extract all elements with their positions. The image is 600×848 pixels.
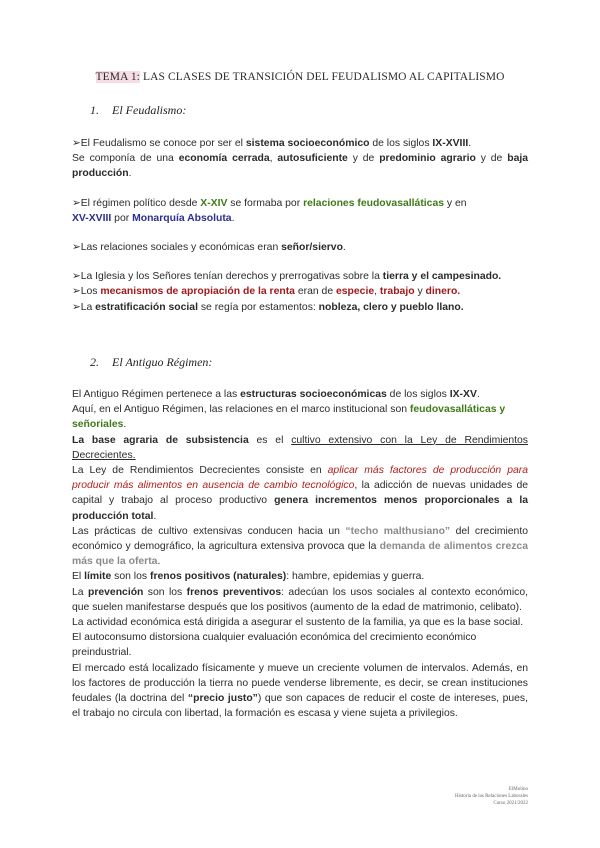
section-heading-feudalismo: 1. El Feudalismo: [90, 103, 187, 117]
paragraph: ➢Los mecanismos de apropiación de la renta eran de especie, trabajo y dinero. [72, 286, 461, 298]
paragraph: ➢La Iglesia y los Señores tenían derechos y prerrogativas sobre la tierra y el campesinado. [72, 271, 502, 283]
paragraph: Aquí, en el Antiguo Régimen, las relaciones en el marco institucional son feudovasalláticas y señoriales. [72, 404, 506, 431]
paragraph: El autoconsumo distorsiona cualquier evaluación económica del crecimiento económico preindustrial. [72, 632, 477, 659]
paragraph: El mercado está localizado físicamente y mueve un creciente volumen de intervalos. Además, en los factores de producción la tierra no puede venderse libremente, es decir, se crean instituciones feudales (la doctrina del “precio justo”) que son capaces de reducir el coste de intereses, pues, el trabajo no circula con libertad, la formación es escasa y viene sujeta a privilegios. [72, 662, 529, 720]
paragraph: ➢El régimen político desde X-XIV se formaba por relaciones feudovasalláticas y en XV-XVIII por Monarquía Absoluta. [72, 197, 467, 224]
title-text: LAS CLASES DE TRANSICIÓN DEL FEUDALISMO AL CAPITALISMO [139, 71, 505, 83]
section-heading-antiguo-regimen: 2. El Antiguo Régimen: [90, 355, 213, 369]
title-topic-number: TEMA 1: [95, 71, 140, 83]
paragraph: ➢Las relaciones sociales y económicas eran señor/siervo. [72, 242, 346, 254]
footer-author: ElMolino [508, 787, 528, 792]
paragraph: La Ley de Rendimientos Decrecientes consiste en aplicar más factores de producción para producir más alimentos en ausencia de cambio tecnológico, la adicción de nuevas unidades de capital y trabajo al proceso productivo genera incrementos menos proporcionales a la producción total. [72, 465, 529, 522]
page-footer [455, 786, 528, 807]
paragraph: Se componía de una economía cerrada, autosuficiente y de predominio agrario y de baja producción. [72, 153, 529, 180]
footer-subject: Historia de las Relaciones Laborales [454, 794, 528, 799]
document-title [0, 71, 600, 83]
footer-course: Curso 2021/2022 [493, 801, 528, 806]
paragraph: ➢El Feudalismo se conoce por ser el sistema socioeconómico de los siglos IX-XVIII. [72, 138, 472, 149]
paragraph: Las prácticas de cultivo extensivas conducen hacia un “techo malthusiano” del crecimiento económico y demográfico, la agricultura extensiva provoca que la demanda de alimentos crezca más que la oferta. [72, 525, 529, 568]
paragraph: ➢La estratificación social se regía por estamentos: nobleza, clero y pueblo llano. [72, 301, 464, 313]
paragraph: El límite son los frenos positivos (naturales): hambre, epidemias y guerra. [72, 571, 425, 583]
section-antiguo-regimen-body [72, 387, 528, 721]
section-feudalismo-body [72, 136, 528, 315]
paragraph: La base agraria de subsistencia es el cultivo extensivo con la Ley de Rendimientos Decrecientes. [72, 434, 528, 461]
paragraph: La prevención son los frenos preventivos: adecúan los usos sociales al contexto económico, que suelen manifestarse después que los positivos (aumento de la edad de matrimonio, celibato). [72, 586, 528, 613]
paragraph: La actividad económica está dirigida a asegurar el sustento de la familia, ya que es la base social. [72, 617, 524, 629]
paragraph: El Antiguo Régimen pertenece a las estructuras socioeconómicas de los siglos IX-XV. [72, 389, 480, 400]
